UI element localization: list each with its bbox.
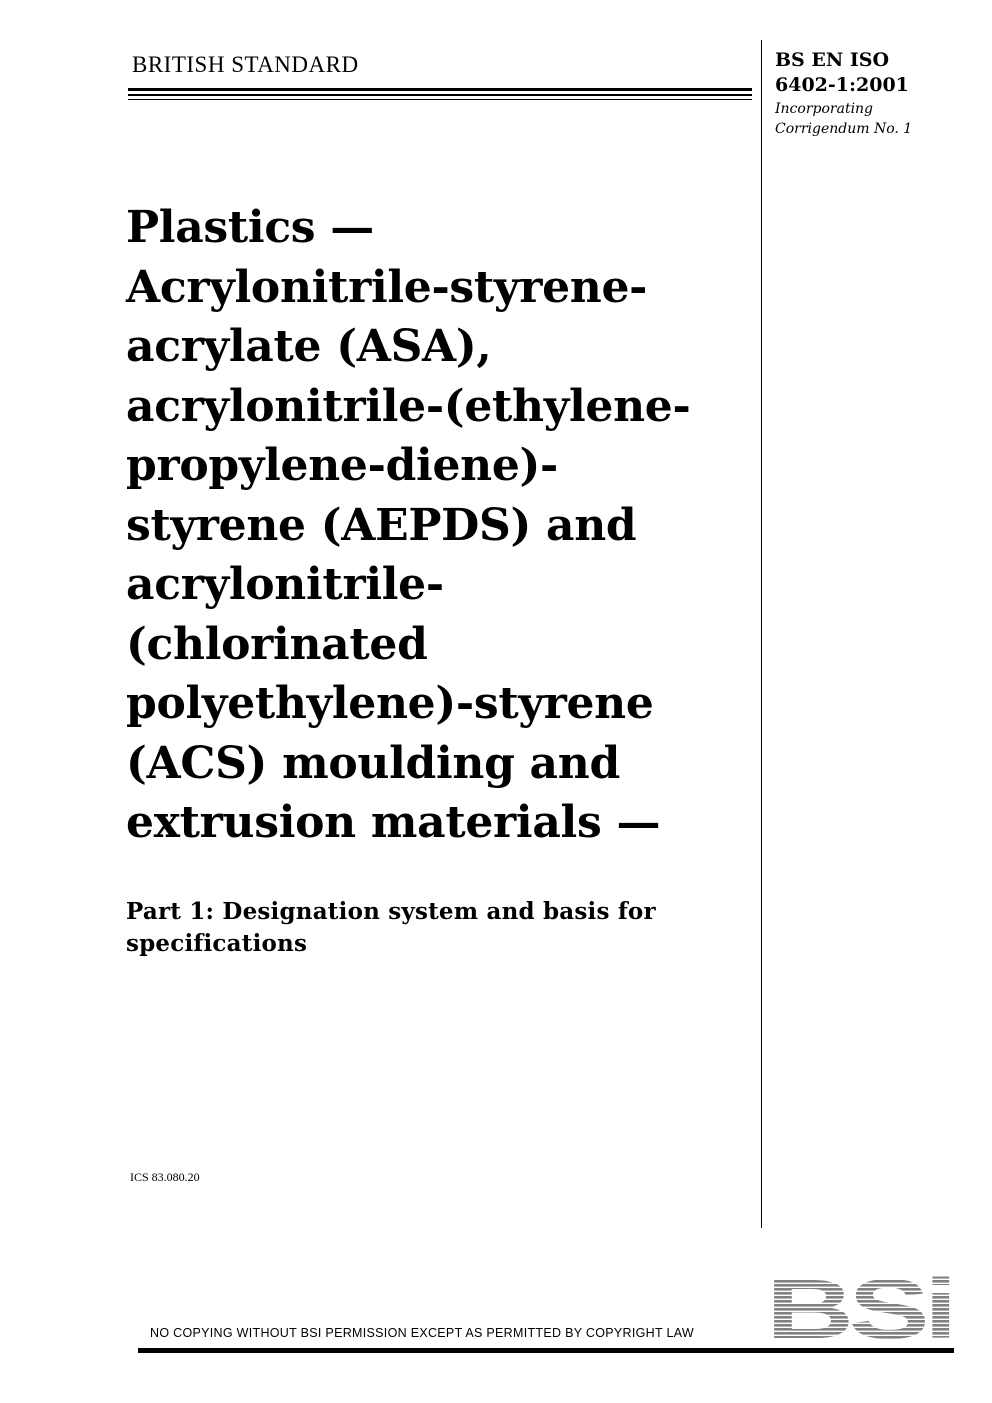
- vertical-divider: [761, 40, 762, 1228]
- title-line: extrusion materials —: [126, 797, 661, 848]
- ics-code: ICS 83.080.20: [130, 1170, 200, 1184]
- copyright-notice: NO COPYING WITHOUT BSI PERMISSION EXCEPT AS PERMITTED BY COPYRIGHT LAW: [150, 1326, 695, 1340]
- title-line: (chlorinated: [126, 618, 428, 670]
- standard-number-line1: BS EN ISO: [775, 49, 890, 71]
- incorporating-note-line1: Incorporating: [775, 101, 874, 117]
- title-line: acrylate (ASA),: [126, 321, 492, 372]
- title-line: acrylonitrile-(ethylene-: [126, 380, 691, 432]
- title-line: polyethylene)-styrene: [126, 678, 654, 729]
- title-line: acrylonitrile-: [126, 559, 444, 610]
- title-line: propylene-diene)-: [126, 440, 559, 491]
- title-line: styrene (AEPDS) and: [126, 499, 637, 551]
- subtitle-line1: Part 1: Designation system and basis for: [126, 898, 656, 925]
- header-rule-top: [128, 88, 752, 91]
- incorporating-note-line2: Corrigendum No. 1: [775, 121, 913, 137]
- footer-rule: [138, 1348, 954, 1353]
- header-rule-bottom: [128, 99, 752, 100]
- logo-text: BSi: [766, 1276, 952, 1344]
- document-subtitle: [126, 896, 756, 960]
- document-type-label: BRITISH STANDARD: [132, 52, 359, 77]
- header-rule-middle: [128, 94, 752, 96]
- bsi-logo: [766, 1276, 956, 1344]
- subtitle-line2: specifications: [126, 930, 308, 957]
- title-line: (ACS) moulding and: [126, 737, 620, 789]
- title-line: Plastics —: [126, 202, 375, 253]
- standard-identifier: [775, 48, 985, 138]
- standard-number-line2: 6402-1:2001: [775, 74, 909, 96]
- document-title: [126, 198, 756, 853]
- title-line: Acrylonitrile-styrene-: [126, 261, 648, 313]
